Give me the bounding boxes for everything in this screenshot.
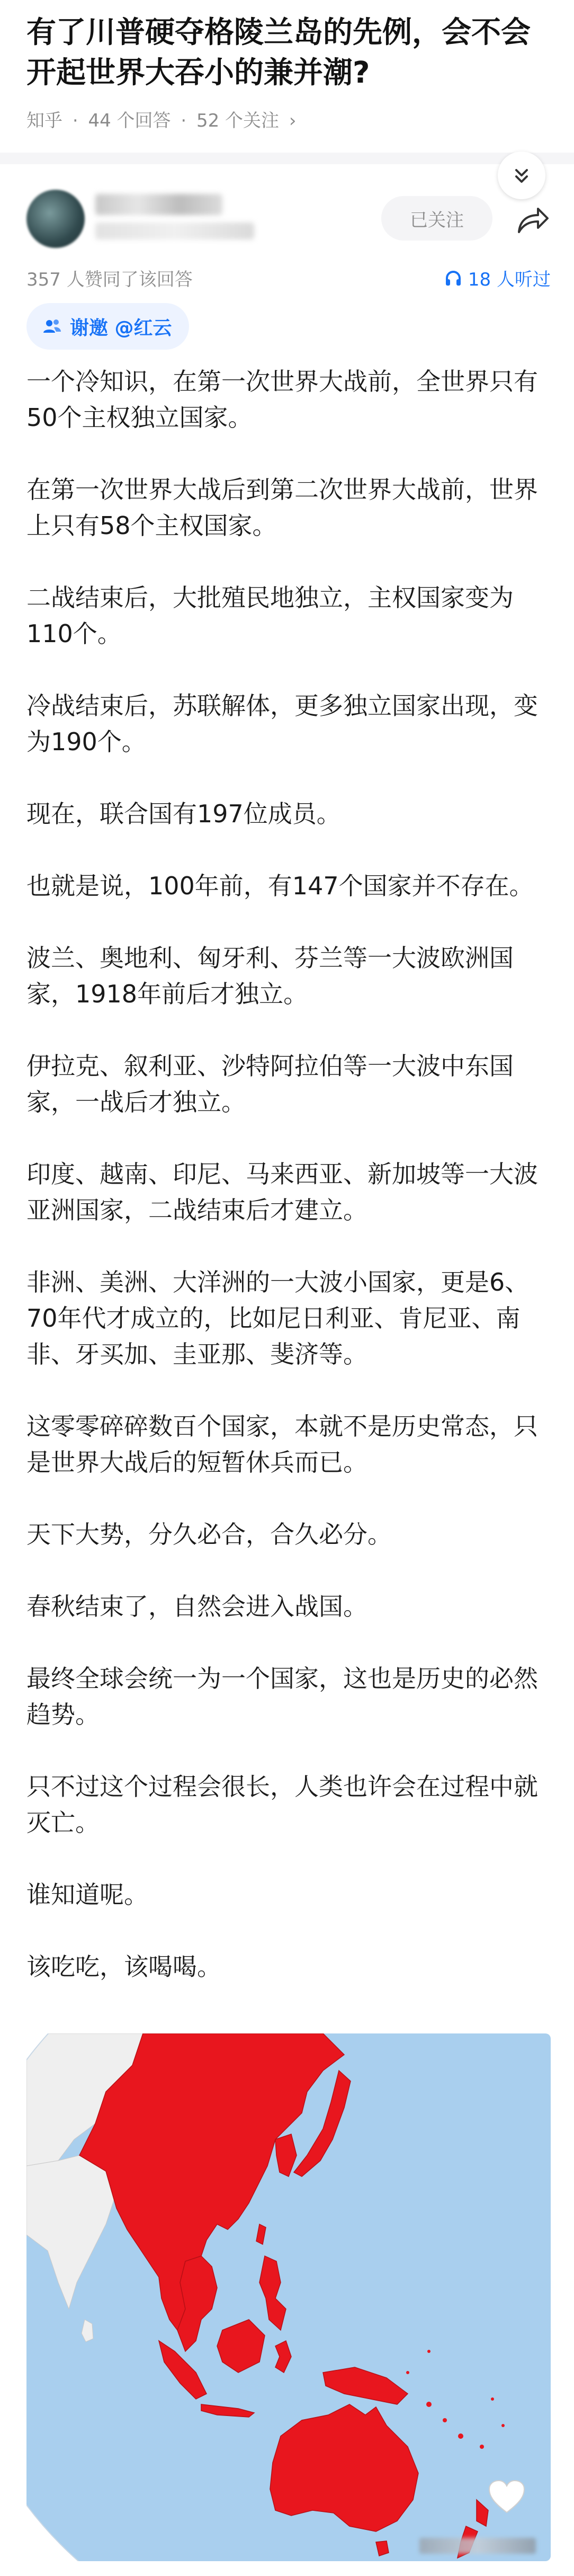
answer-paragraph: 二战结束后，大批殖民地独立，主权国家变为110个。: [26, 583, 514, 648]
watermark-redacted: [419, 2538, 536, 2554]
follower-count[interactable]: 52 个关注: [196, 110, 280, 131]
headphones-icon: [444, 269, 463, 288]
answer-paragraph: 伊拉克、叙利亚、沙特阿拉伯等一大波中东国家，一战后才独立。: [26, 1052, 514, 1116]
answer-count[interactable]: 44 个回答: [88, 110, 171, 131]
answer-paragraph: 春秋结束了，自然会进入战国。: [26, 1592, 367, 1621]
users-icon: [41, 316, 62, 337]
answer-paragraph: 在第一次世界大战后到第二次世界大战前，世界上只有58个主权国家。: [26, 475, 538, 540]
avatar[interactable]: [26, 190, 85, 248]
answer-paragraph: 冷战结束后，苏联解体，更多独立国家出现，变为190个。: [26, 691, 538, 756]
chevron-right-icon[interactable]: ›: [289, 110, 297, 131]
follow-button[interactable]: 已关注: [381, 196, 492, 241]
answer-paragraph: 天下大势，分久必合，合久必分。: [26, 1520, 392, 1549]
answer-paragraph: 印度、越南、印尼、马来西亚、新加坡等一大波亚洲国家，二战结束后才建立。: [26, 1160, 538, 1224]
answer-paragraph: 最终全球会统一为一个国家，这也是历史的必然趋势。: [26, 1664, 538, 1729]
share-icon[interactable]: [514, 200, 551, 237]
like-count: 357 人赞同了该回答: [26, 269, 193, 290]
answer-paragraph: 谁知道呢。: [26, 1880, 148, 1909]
question-title[interactable]: 有了川普硬夺格陵兰岛的先例，会不会开起世界大吞小的兼并潮?: [26, 15, 531, 90]
listener-count: 18 人听过: [468, 269, 551, 290]
answer-paragraph: 这零零碎碎数百个国家，本就不是历史常态，只是世界大战后的短暂休兵而已。: [26, 1412, 538, 1477]
answer-paragraph: 该吃吃，该喝喝。: [26, 1952, 221, 1981]
answer-paragraph: 现在，联合国有197位成员。: [26, 800, 341, 828]
answer-content: [26, 363, 551, 2021]
heart-icon[interactable]: [487, 2479, 526, 2516]
globe-map: [26, 2033, 551, 2561]
question-meta: 知乎 · 44 个回答 · 52 个关注 ›: [26, 110, 297, 131]
answer-paragraph: 非洲、美洲、大洋洲的一大波小国家，更是6、70年代才成立的，比如尼日利亚、肯尼亚、南非、牙买加、圭亚那、斐济等。: [26, 1268, 530, 1369]
answer-paragraph: 只不过这个过程会很长，人类也许会在过程中就灭亡。: [26, 1772, 538, 1837]
invite-tag[interactable]: [26, 303, 189, 350]
section-divider: [0, 153, 574, 164]
author-row: [26, 190, 551, 248]
listen-button[interactable]: [444, 265, 551, 291]
answer-paragraph: 波兰、奥地利、匈牙利、芬兰等一大波欧洲国家，1918年前后才独立。: [26, 944, 514, 1008]
answer-stats: [26, 265, 551, 291]
double-chevron-down-icon: [511, 165, 532, 186]
author-name-redacted[interactable]: [95, 194, 222, 215]
source-label: 知乎: [26, 110, 62, 131]
author-bio-redacted: [95, 223, 254, 239]
answer-paragraph: 也就是说，100年前，有147个国家并不存在。: [26, 872, 534, 900]
invite-label: 谢邀 @红云: [70, 317, 172, 339]
answer-paragraph: 一个冷知识，在第一次世界大战前，全世界只有50个主权独立国家。: [26, 367, 538, 432]
answer-map-image[interactable]: [26, 2033, 551, 2561]
